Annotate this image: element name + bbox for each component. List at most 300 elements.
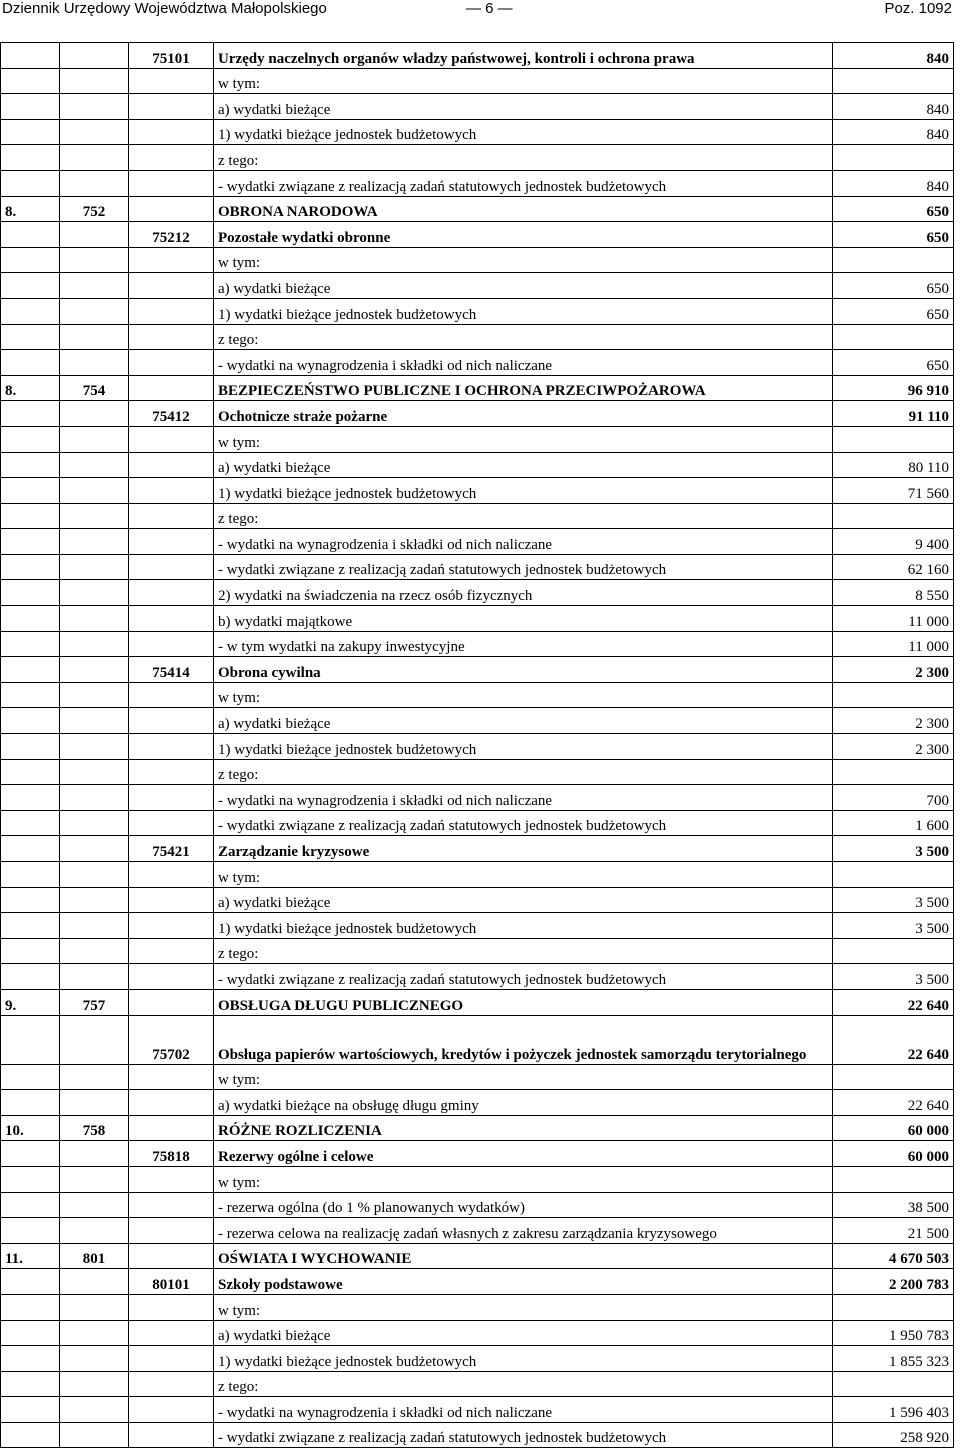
rozdzial-code: 75414 xyxy=(129,657,214,683)
rozdzial-code xyxy=(129,1192,214,1218)
section-row xyxy=(1,836,954,862)
row-position xyxy=(1,913,60,939)
rozdzial-code xyxy=(129,734,214,760)
row-position xyxy=(1,606,60,632)
row-description: - wydatki na wynagrodzenia i składki od nich naliczane xyxy=(214,785,833,811)
row-amount: 840 xyxy=(833,43,954,69)
row-position xyxy=(1,273,60,299)
dzial-code xyxy=(60,810,129,836)
budget-table xyxy=(0,42,954,1448)
row-amount: 650 xyxy=(833,273,954,299)
rozdzial-code: 80101 xyxy=(129,1269,214,1295)
dzial-code xyxy=(60,836,129,862)
dzial-code xyxy=(60,1397,129,1423)
row-description: a) wydatki bieżące xyxy=(214,273,833,299)
dzial-code xyxy=(60,478,129,504)
dzial-code xyxy=(60,734,129,760)
row-description: z tego: xyxy=(214,145,833,171)
dzial-code xyxy=(60,708,129,734)
row-description: a) wydatki bieżące xyxy=(214,94,833,120)
row-description: 2) wydatki na świadczenia na rzecz osób fizycznych xyxy=(214,580,833,606)
rozdzial-code xyxy=(129,94,214,120)
table-row xyxy=(1,708,954,734)
table-row xyxy=(1,350,954,376)
row-position xyxy=(1,1218,60,1244)
table-row xyxy=(1,273,954,299)
dzial-code xyxy=(60,350,129,376)
page-number: — 6 — xyxy=(466,0,513,17)
row-amount: 700 xyxy=(833,785,954,811)
row-amount xyxy=(833,759,954,785)
table-row xyxy=(1,682,954,708)
row-amount: 91 110 xyxy=(833,401,954,427)
rozdzial-code xyxy=(129,375,214,401)
row-amount: 258 920 xyxy=(833,1422,954,1448)
dzial-code: 757 xyxy=(60,989,129,1015)
row-position xyxy=(1,580,60,606)
row-position xyxy=(1,1166,60,1192)
table-row xyxy=(1,298,954,324)
row-amount: 22 640 xyxy=(833,989,954,1015)
row-description: - wydatki na wynagrodzenia i składki od nich naliczane xyxy=(214,1397,833,1423)
table-row xyxy=(1,170,954,196)
dzial-code xyxy=(60,1371,129,1397)
row-amount xyxy=(833,247,954,273)
row-amount: 11 000 xyxy=(833,631,954,657)
row-description: OŚWIATA I WYCHOWANIE xyxy=(214,1243,833,1269)
rozdzial-code xyxy=(129,426,214,452)
table-row xyxy=(1,810,954,836)
row-position: 8. xyxy=(1,196,60,222)
dzial-code xyxy=(60,529,129,555)
rozdzial-code xyxy=(129,989,214,1015)
row-amount: 2 300 xyxy=(833,708,954,734)
rozdzial-code xyxy=(129,1064,214,1090)
row-description: - wydatki związane z realizacją zadań statutowych jednostek budżetowych xyxy=(214,964,833,990)
dzial-code xyxy=(60,938,129,964)
dzial-code xyxy=(60,1294,129,1320)
row-description: - wydatki związane z realizacją zadań statutowych jednostek budżetowych xyxy=(214,1422,833,1448)
row-description: 1) wydatki bieżące jednostek budżetowych xyxy=(214,478,833,504)
row-description: 1) wydatki bieżące jednostek budżetowych xyxy=(214,1346,833,1372)
dzial-code xyxy=(60,452,129,478)
rozdzial-code xyxy=(129,1090,214,1116)
row-position xyxy=(1,657,60,683)
row-amount: 4 670 503 xyxy=(833,1243,954,1269)
dzial-code xyxy=(60,1015,129,1064)
row-amount: 1 855 323 xyxy=(833,1346,954,1372)
row-amount: 840 xyxy=(833,170,954,196)
row-description: w tym: xyxy=(214,1294,833,1320)
row-description: a) wydatki bieżące xyxy=(214,887,833,913)
row-amount: 840 xyxy=(833,119,954,145)
row-description: - rezerwa celowa na realizację zadań własnych z zakresu zarządzania kryzysowego xyxy=(214,1218,833,1244)
row-position xyxy=(1,682,60,708)
row-amount: 1 596 403 xyxy=(833,1397,954,1423)
row-amount xyxy=(833,682,954,708)
row-position xyxy=(1,145,60,171)
dzial-code xyxy=(60,401,129,427)
section-row xyxy=(1,375,954,401)
row-position xyxy=(1,478,60,504)
rozdzial-code xyxy=(129,1397,214,1423)
section-row xyxy=(1,222,954,248)
dzial-code xyxy=(60,682,129,708)
row-position xyxy=(1,119,60,145)
dzial-code xyxy=(60,1346,129,1372)
table-row xyxy=(1,1090,954,1116)
row-amount: 1 600 xyxy=(833,810,954,836)
row-amount: 2 300 xyxy=(833,734,954,760)
row-position xyxy=(1,1015,60,1064)
row-description: - wydatki na wynagrodzenia i składki od nich naliczane xyxy=(214,529,833,555)
row-description: w tym: xyxy=(214,862,833,888)
row-amount: 60 000 xyxy=(833,1141,954,1167)
row-position: 8. xyxy=(1,375,60,401)
dzial-code xyxy=(60,913,129,939)
dzial-code xyxy=(60,68,129,94)
dzial-code xyxy=(60,1192,129,1218)
table-row xyxy=(1,1064,954,1090)
row-description: a) wydatki bieżące xyxy=(214,1320,833,1346)
table-row xyxy=(1,580,954,606)
row-description: - wydatki związane z realizacją zadań statutowych jednostek budżetowych xyxy=(214,554,833,580)
row-position xyxy=(1,810,60,836)
rozdzial-code xyxy=(129,529,214,555)
rozdzial-code xyxy=(129,785,214,811)
row-position xyxy=(1,836,60,862)
row-amount: 11 000 xyxy=(833,606,954,632)
rozdzial-code xyxy=(129,682,214,708)
rozdzial-code xyxy=(129,580,214,606)
rozdzial-code: 75212 xyxy=(129,222,214,248)
row-amount: 2 200 783 xyxy=(833,1269,954,1295)
rozdzial-code xyxy=(129,247,214,273)
row-description: Urzędy naczelnych organów władzy państwowej, kontroli i ochrona prawa xyxy=(214,43,833,69)
dzial-code xyxy=(60,247,129,273)
row-description: z tego: xyxy=(214,759,833,785)
row-amount: 22 640 xyxy=(833,1015,954,1064)
table-row xyxy=(1,938,954,964)
row-position xyxy=(1,1294,60,1320)
table-row xyxy=(1,1192,954,1218)
row-position xyxy=(1,1064,60,1090)
row-amount: 71 560 xyxy=(833,478,954,504)
row-position: 10. xyxy=(1,1115,60,1141)
row-description: Obrona cywilna xyxy=(214,657,833,683)
row-position xyxy=(1,222,60,248)
table-row xyxy=(1,529,954,555)
rozdzial-code xyxy=(129,1218,214,1244)
rozdzial-code xyxy=(129,606,214,632)
row-amount: 840 xyxy=(833,94,954,120)
row-position xyxy=(1,708,60,734)
table-row xyxy=(1,1397,954,1423)
table-row xyxy=(1,247,954,273)
rozdzial-code xyxy=(129,119,214,145)
row-description: Szkoły podstawowe xyxy=(214,1269,833,1295)
row-amount: 3 500 xyxy=(833,887,954,913)
row-amount: 62 160 xyxy=(833,554,954,580)
row-amount: 60 000 xyxy=(833,1115,954,1141)
dzial-code xyxy=(60,273,129,299)
dzial-code xyxy=(60,222,129,248)
row-amount: 2 300 xyxy=(833,657,954,683)
row-position xyxy=(1,503,60,529)
dzial-code xyxy=(60,426,129,452)
row-amount: 650 xyxy=(833,222,954,248)
section-row xyxy=(1,1015,954,1064)
row-description: - wydatki na wynagrodzenia i składki od nich naliczane xyxy=(214,350,833,376)
rozdzial-code xyxy=(129,554,214,580)
row-position xyxy=(1,1192,60,1218)
rozdzial-code xyxy=(129,964,214,990)
table-row xyxy=(1,1294,954,1320)
dzial-code xyxy=(60,580,129,606)
rozdzial-code xyxy=(129,452,214,478)
dzial-code xyxy=(60,1320,129,1346)
table-row xyxy=(1,426,954,452)
row-description: w tym: xyxy=(214,1064,833,1090)
row-position xyxy=(1,452,60,478)
row-position xyxy=(1,324,60,350)
journal-title: Dziennik Urzędowy Województwa Małopolskiego xyxy=(2,0,327,17)
dzial-code xyxy=(60,1064,129,1090)
table-row xyxy=(1,94,954,120)
dzial-code xyxy=(60,759,129,785)
row-position xyxy=(1,554,60,580)
rozdzial-code xyxy=(129,1243,214,1269)
rozdzial-code xyxy=(129,938,214,964)
position-number: Poz. 1092 xyxy=(884,0,952,17)
section-row xyxy=(1,1115,954,1141)
table-row xyxy=(1,631,954,657)
row-position xyxy=(1,1090,60,1116)
page-header xyxy=(0,0,960,22)
row-position xyxy=(1,1141,60,1167)
row-position xyxy=(1,1397,60,1423)
row-description: w tym: xyxy=(214,682,833,708)
rozdzial-code xyxy=(129,478,214,504)
row-description: Obsługa papierów wartościowych, kredytów i pożyczek jednostek samorządu terytorialnego xyxy=(214,1015,833,1064)
row-description: w tym: xyxy=(214,247,833,273)
budget-table-body xyxy=(1,43,954,1448)
dzial-code xyxy=(60,631,129,657)
row-amount xyxy=(833,68,954,94)
section-row xyxy=(1,401,954,427)
rozdzial-code xyxy=(129,170,214,196)
section-row xyxy=(1,657,954,683)
row-description: a) wydatki bieżące xyxy=(214,452,833,478)
rozdzial-code xyxy=(129,1371,214,1397)
rozdzial-code xyxy=(129,913,214,939)
dzial-code xyxy=(60,887,129,913)
dzial-code xyxy=(60,606,129,632)
row-amount: 21 500 xyxy=(833,1218,954,1244)
dzial-code: 752 xyxy=(60,196,129,222)
row-description: BEZPIECZEŃSTWO PUBLICZNE I OCHRONA PRZECIWPOŻAROWA xyxy=(214,375,833,401)
table-row xyxy=(1,759,954,785)
table-row xyxy=(1,1346,954,1372)
row-amount xyxy=(833,426,954,452)
rozdzial-code: 75702 xyxy=(129,1015,214,1064)
row-description: w tym: xyxy=(214,1166,833,1192)
section-row xyxy=(1,1269,954,1295)
row-amount: 80 110 xyxy=(833,452,954,478)
row-position xyxy=(1,964,60,990)
rozdzial-code xyxy=(129,708,214,734)
table-row xyxy=(1,785,954,811)
row-description: Rezerwy ogólne i celowe xyxy=(214,1141,833,1167)
rozdzial-code xyxy=(129,759,214,785)
table-row xyxy=(1,964,954,990)
row-position xyxy=(1,631,60,657)
row-amount xyxy=(833,1064,954,1090)
row-position xyxy=(1,734,60,760)
row-position xyxy=(1,350,60,376)
rozdzial-code xyxy=(129,273,214,299)
row-description: w tym: xyxy=(214,68,833,94)
row-amount: 1 950 783 xyxy=(833,1320,954,1346)
table-row xyxy=(1,145,954,171)
table-row xyxy=(1,1320,954,1346)
dzial-code: 754 xyxy=(60,375,129,401)
row-amount: 9 400 xyxy=(833,529,954,555)
dzial-code xyxy=(60,785,129,811)
dzial-code xyxy=(60,1269,129,1295)
rozdzial-code xyxy=(129,1346,214,1372)
rozdzial-code xyxy=(129,298,214,324)
row-description: Pozostałe wydatki obronne xyxy=(214,222,833,248)
rozdzial-code xyxy=(129,1422,214,1448)
row-position xyxy=(1,1269,60,1295)
row-amount: 38 500 xyxy=(833,1192,954,1218)
row-description: z tego: xyxy=(214,1371,833,1397)
row-amount xyxy=(833,938,954,964)
row-position xyxy=(1,1346,60,1372)
dzial-code xyxy=(60,657,129,683)
row-amount xyxy=(833,145,954,171)
section-row xyxy=(1,1141,954,1167)
rozdzial-code xyxy=(129,1294,214,1320)
rozdzial-code xyxy=(129,145,214,171)
rozdzial-code xyxy=(129,324,214,350)
section-row xyxy=(1,43,954,69)
dzial-code: 801 xyxy=(60,1243,129,1269)
dzial-code xyxy=(60,94,129,120)
dzial-code xyxy=(60,324,129,350)
row-position xyxy=(1,68,60,94)
row-amount: 3 500 xyxy=(833,964,954,990)
table-row xyxy=(1,478,954,504)
row-amount xyxy=(833,1166,954,1192)
row-amount: 22 640 xyxy=(833,1090,954,1116)
row-description: 1) wydatki bieżące jednostek budżetowych xyxy=(214,119,833,145)
table-row xyxy=(1,68,954,94)
row-position xyxy=(1,401,60,427)
dzial-code xyxy=(60,145,129,171)
rozdzial-code: 75101 xyxy=(129,43,214,69)
row-description: w tym: xyxy=(214,426,833,452)
row-position xyxy=(1,759,60,785)
row-position xyxy=(1,887,60,913)
rozdzial-code xyxy=(129,862,214,888)
rozdzial-code xyxy=(129,1166,214,1192)
row-description: Zarządzanie kryzysowe xyxy=(214,836,833,862)
row-amount: 96 910 xyxy=(833,375,954,401)
dzial-code xyxy=(60,503,129,529)
row-amount: 3 500 xyxy=(833,913,954,939)
row-position xyxy=(1,298,60,324)
dzial-code xyxy=(60,119,129,145)
row-description: - rezerwa ogólna (do 1 % planowanych wydatków) xyxy=(214,1192,833,1218)
table-row xyxy=(1,862,954,888)
table-row xyxy=(1,1166,954,1192)
row-amount: 8 550 xyxy=(833,580,954,606)
dzial-code xyxy=(60,862,129,888)
rozdzial-code xyxy=(129,503,214,529)
row-description: RÓŻNE ROZLICZENIA xyxy=(214,1115,833,1141)
rozdzial-code: 75818 xyxy=(129,1141,214,1167)
row-position xyxy=(1,426,60,452)
row-position xyxy=(1,1320,60,1346)
row-position xyxy=(1,1422,60,1448)
row-position xyxy=(1,247,60,273)
row-description: b) wydatki majątkowe xyxy=(214,606,833,632)
table-row xyxy=(1,324,954,350)
row-amount xyxy=(833,862,954,888)
row-description: z tego: xyxy=(214,324,833,350)
row-amount: 650 xyxy=(833,350,954,376)
row-position xyxy=(1,43,60,69)
row-position: 9. xyxy=(1,989,60,1015)
row-description: z tego: xyxy=(214,503,833,529)
table-row xyxy=(1,606,954,632)
dzial-code xyxy=(60,964,129,990)
row-position xyxy=(1,785,60,811)
row-amount: 650 xyxy=(833,298,954,324)
table-row xyxy=(1,1422,954,1448)
row-description: 1) wydatki bieżące jednostek budżetowych xyxy=(214,298,833,324)
row-description: a) wydatki bieżące xyxy=(214,708,833,734)
row-amount xyxy=(833,503,954,529)
row-description: OBSŁUGA DŁUGU PUBLICZNEGO xyxy=(214,989,833,1015)
table-row xyxy=(1,503,954,529)
row-description: Ochotnicze straże pożarne xyxy=(214,401,833,427)
section-row xyxy=(1,989,954,1015)
row-description: - w tym wydatki na zakupy inwestycyjne xyxy=(214,631,833,657)
table-row xyxy=(1,119,954,145)
dzial-code xyxy=(60,1218,129,1244)
rozdzial-code xyxy=(129,68,214,94)
row-amount xyxy=(833,1294,954,1320)
rozdzial-code xyxy=(129,631,214,657)
rozdzial-code: 75421 xyxy=(129,836,214,862)
table-row xyxy=(1,554,954,580)
table-row xyxy=(1,452,954,478)
table-row xyxy=(1,913,954,939)
rozdzial-code xyxy=(129,887,214,913)
row-description: 1) wydatki bieżące jednostek budżetowych xyxy=(214,734,833,760)
section-row xyxy=(1,196,954,222)
row-amount: 650 xyxy=(833,196,954,222)
row-position: 11. xyxy=(1,1243,60,1269)
row-description: - wydatki związane z realizacją zadań statutowych jednostek budżetowych xyxy=(214,810,833,836)
row-position xyxy=(1,170,60,196)
dzial-code xyxy=(60,1090,129,1116)
row-amount xyxy=(833,324,954,350)
row-description: a) wydatki bieżące na obsługę długu gminy xyxy=(214,1090,833,1116)
